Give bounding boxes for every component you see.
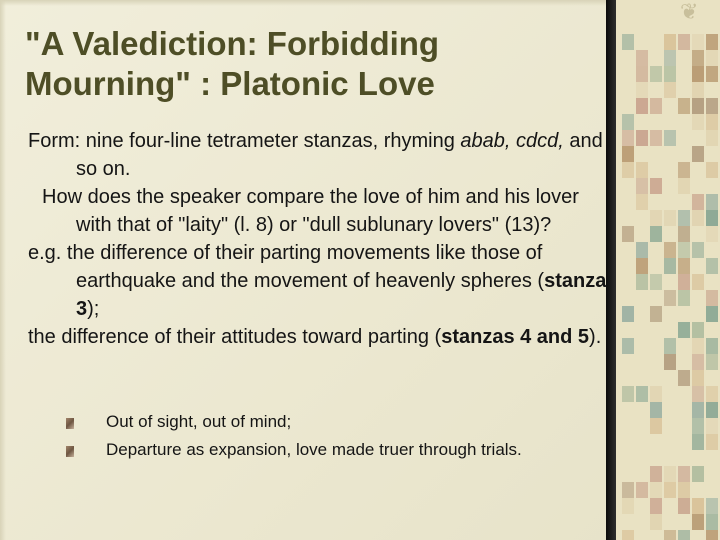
pattern-tile [622, 226, 634, 242]
pattern-tile [692, 242, 704, 258]
pattern-tile [692, 498, 704, 514]
pattern-tile [636, 258, 648, 274]
example-2-end: ). [589, 326, 602, 348]
pattern-tile [706, 162, 718, 178]
example-2-text: the difference of their attitudes toward parting ( [28, 326, 442, 348]
pattern-tile [622, 114, 634, 130]
pattern-tile [678, 322, 690, 338]
form-text: Form: nine four-line tetrameter stanzas, rhyming [28, 130, 461, 152]
pattern-tile [622, 498, 634, 514]
pattern-tile [664, 242, 676, 258]
pattern-tile [678, 370, 690, 386]
slide-body [28, 127, 608, 351]
pattern-tile [650, 274, 662, 290]
pattern-tile [636, 274, 648, 290]
decorative-side-panel [606, 0, 720, 540]
pattern-tile [706, 402, 718, 418]
pattern-tile [692, 402, 704, 418]
pattern-tile [664, 130, 676, 146]
pattern-tile [622, 338, 634, 354]
pattern-tile [678, 34, 690, 50]
bullet-list [62, 410, 622, 466]
pattern-tile [706, 258, 718, 274]
pattern-tile [678, 482, 690, 498]
pattern-tile [692, 514, 704, 530]
square-bullet-icon [66, 446, 74, 457]
pattern-tile [678, 178, 690, 194]
pattern-tile [706, 498, 718, 514]
pattern-tile [664, 338, 676, 354]
pattern-tile [664, 354, 676, 370]
slide-title: "A Valediction: Forbidding Mourning" : Platonic Love [25, 25, 440, 102]
pattern-tile [622, 306, 634, 322]
question-text: How does the speaker compare the love of him and his lover with that of "laity" (l. 8) or "dull sublunary lovers" (13)? [42, 186, 579, 236]
pattern-tile [706, 530, 718, 540]
pattern-tile [692, 466, 704, 482]
pattern-tile [678, 98, 690, 114]
pattern-tile [622, 530, 634, 540]
bullet-text: Departure as expansion, love made truer through trials. [106, 440, 522, 459]
left-shading [0, 0, 6, 540]
pattern-tile [706, 290, 718, 306]
pattern-tile [692, 98, 704, 114]
example-1-end: ); [87, 298, 100, 320]
pattern-tile [692, 434, 704, 450]
pattern-tile [692, 82, 704, 98]
pattern-tile [706, 354, 718, 370]
pattern-tile [664, 66, 676, 82]
pattern-tile [706, 514, 718, 530]
square-bullet-icon [66, 418, 74, 429]
pattern-tile [650, 418, 662, 434]
pattern-tile [664, 210, 676, 226]
pattern-tile [622, 162, 634, 178]
pattern-tile [664, 34, 676, 50]
pattern-tile [664, 290, 676, 306]
pattern-tile [692, 354, 704, 370]
pattern-tile [692, 194, 704, 210]
pattern-tile [650, 306, 662, 322]
pattern-tile [622, 386, 634, 402]
pattern-tile [636, 482, 648, 498]
pattern-tile [664, 466, 676, 482]
pattern-tile [650, 178, 662, 194]
pattern-tile [692, 274, 704, 290]
pattern-tile [692, 418, 704, 434]
paragraph-question [28, 183, 608, 239]
pattern-tile [650, 210, 662, 226]
flourish-ornament-icon: ❦ [680, 0, 699, 25]
pattern-tile [706, 98, 718, 114]
pattern-tile [706, 210, 718, 226]
pattern-tile [650, 98, 662, 114]
pattern-tile [678, 290, 690, 306]
pattern-tile [636, 130, 648, 146]
pattern-tile [650, 402, 662, 418]
pattern-tile [678, 210, 690, 226]
pattern-tile [692, 114, 704, 130]
pattern-tile [650, 514, 662, 530]
pattern-tile [650, 226, 662, 242]
pattern-tile [636, 50, 648, 66]
pattern-tile [678, 498, 690, 514]
pattern-tile [664, 50, 676, 66]
list-item [62, 410, 622, 438]
example-2-bold: stanzas 4 and 5 [441, 326, 590, 348]
pattern-tile [706, 50, 718, 66]
bullet-text: Out of sight, out of mind; [106, 412, 292, 431]
pattern-tile [706, 130, 718, 146]
pattern-tile [636, 242, 648, 258]
pattern-tile [678, 242, 690, 258]
list-item [62, 438, 622, 466]
pattern-tile [650, 386, 662, 402]
pattern-tile [636, 162, 648, 178]
pattern-tile [692, 50, 704, 66]
pattern-tile [692, 386, 704, 402]
top-shading [0, 0, 606, 6]
pattern-tile [650, 482, 662, 498]
pattern-tile [706, 418, 718, 434]
pattern-tile [678, 274, 690, 290]
pattern-tile [622, 146, 634, 162]
paragraph-form [28, 127, 608, 183]
pattern-tile [622, 34, 634, 50]
pattern-tile [706, 434, 718, 450]
pattern-tile [692, 322, 704, 338]
pattern-tile [706, 34, 718, 50]
pattern-tile [706, 114, 718, 130]
pattern-tile [706, 66, 718, 82]
pattern-tile [678, 226, 690, 242]
pattern-tile [706, 306, 718, 322]
pattern-tile [664, 482, 676, 498]
example-1-bold: stanza 3 [76, 270, 607, 320]
pattern-tile [636, 194, 648, 210]
pattern-tile [678, 258, 690, 274]
pattern-tile [650, 466, 662, 482]
pattern-tile [636, 98, 648, 114]
pattern-tile [664, 258, 676, 274]
pattern-tile [692, 338, 704, 354]
pattern-tile [636, 178, 648, 194]
pattern-tile [692, 34, 704, 50]
pattern-tile [692, 146, 704, 162]
pattern-tile [692, 66, 704, 82]
pattern-tile [650, 498, 662, 514]
pattern-tile [706, 194, 718, 210]
pattern-tile [636, 66, 648, 82]
pattern-tile [706, 386, 718, 402]
pattern-tile [706, 338, 718, 354]
pattern-tile [622, 130, 634, 146]
example-1-text: e.g. the difference of their parting movements like those of earthquake and the movement of heavenly spheres ( [28, 242, 545, 292]
paragraph-example-1 [28, 239, 608, 323]
rhyme-scheme: abab, cdcd, [460, 130, 564, 152]
pattern-tile [622, 482, 634, 498]
pattern-tile [636, 82, 648, 98]
side-panel-pattern [616, 0, 720, 540]
pattern-tile [706, 226, 718, 242]
pattern-tile [692, 370, 704, 386]
pattern-tile [678, 162, 690, 178]
pattern-tile [664, 530, 676, 540]
pattern-tile [692, 210, 704, 226]
pattern-tile [678, 466, 690, 482]
paragraph-example-2 [28, 323, 608, 351]
pattern-tile [678, 530, 690, 540]
pattern-tile [664, 82, 676, 98]
pattern-tile [650, 130, 662, 146]
form-text-end: and so on. [76, 130, 603, 180]
pattern-tile [636, 386, 648, 402]
pattern-tile [650, 66, 662, 82]
